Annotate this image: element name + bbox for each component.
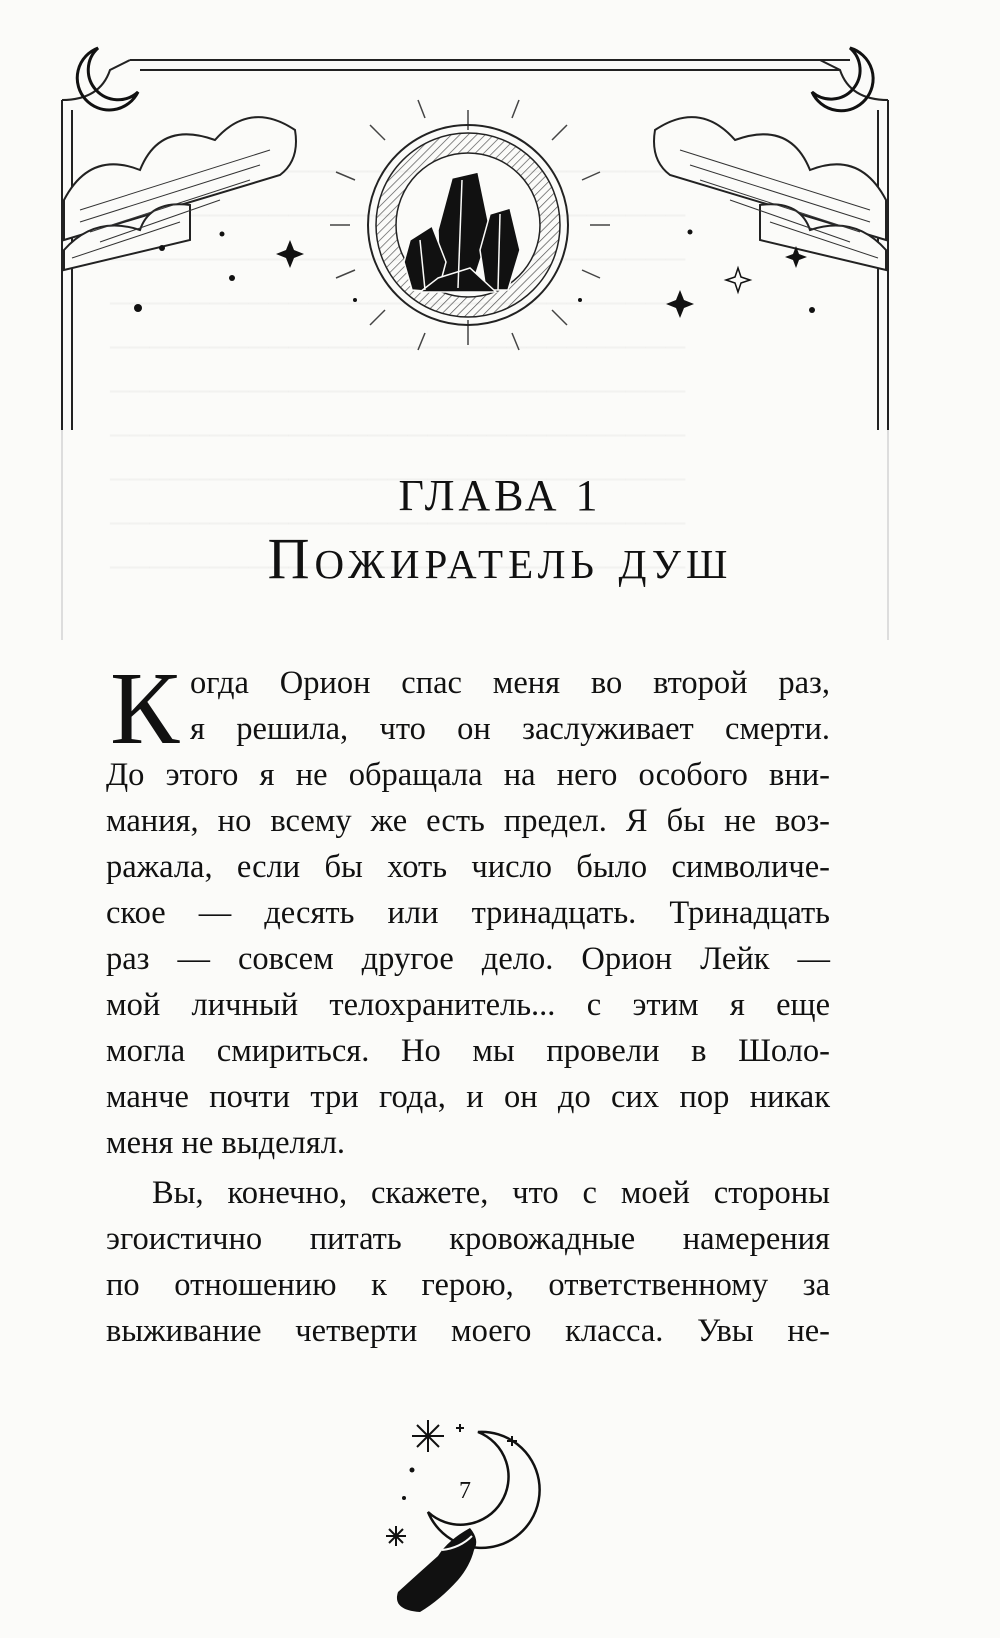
chapter-label: ГЛАВА 1 bbox=[398, 471, 602, 520]
text-line: мания, но всему же есть предел. Я бы не воз- bbox=[106, 803, 830, 839]
text-line: ражала, если бы хоть число было символиче- bbox=[106, 849, 830, 885]
cloud-icon bbox=[654, 117, 886, 270]
crescent-moon-icon bbox=[77, 48, 138, 110]
cloud-icon bbox=[64, 117, 296, 270]
text-line: могла смириться. Но мы провели в Шоло- bbox=[106, 1033, 830, 1069]
drop-cap: К bbox=[110, 651, 180, 766]
paragraph bbox=[106, 1170, 830, 1354]
text-line: эгоистично питать кровожадные намерения bbox=[106, 1221, 830, 1257]
text-line: мой личный телохранитель... с этим я еще bbox=[106, 987, 830, 1023]
text-line: огда Орион спас меня во второй раз, bbox=[190, 665, 830, 701]
text-line: манче почти три года, и он до сих пор никак bbox=[106, 1079, 830, 1115]
crescent-moon-icon bbox=[812, 48, 873, 111]
crystal-emblem bbox=[368, 125, 568, 325]
paragraph bbox=[106, 651, 830, 1166]
text-line: ское — десять или тринадцать. Тринадцать bbox=[106, 895, 830, 931]
text-line: я решила, что он заслуживает смерти. bbox=[190, 711, 830, 747]
text-line: выживание четверти моего класса. Увы не- bbox=[106, 1313, 830, 1349]
chapter-title: Пожиратель душ bbox=[267, 526, 733, 591]
chapter-body bbox=[106, 651, 830, 1354]
text-line: Вы, конечно, скажете, что с моей стороны bbox=[152, 1175, 830, 1211]
text-line: по отношению к герою, ответственному за bbox=[106, 1267, 830, 1303]
text-line: меня не выделял. bbox=[106, 1125, 346, 1161]
text-line: раз — совсем другое дело. Орион Лейк — bbox=[106, 941, 830, 977]
page-number-ornament bbox=[386, 1420, 540, 1612]
crescent-moon-icon bbox=[428, 1432, 540, 1548]
page-number: 7 bbox=[459, 1478, 471, 1504]
text-line: До этого я не обращала на него особого вни- bbox=[106, 757, 830, 793]
hand-icon bbox=[397, 1528, 476, 1612]
